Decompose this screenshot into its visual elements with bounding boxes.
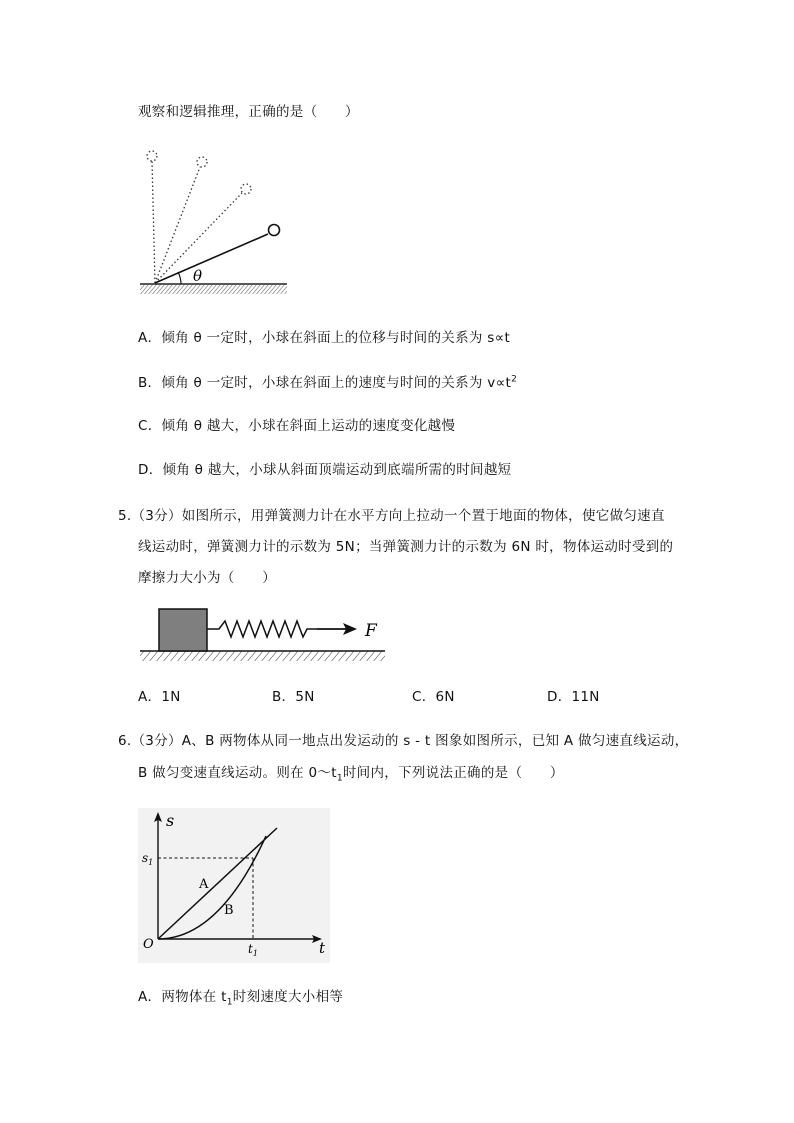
s1-label-sub: 1 — [148, 858, 154, 867]
angle-arc — [178, 272, 181, 284]
q4-option-d[interactable]: D．倾角 θ 越大，小球从斜面顶端运动到底端所需的时间越短 — [138, 462, 512, 478]
spring — [207, 621, 317, 637]
spring-scale-figure — [135, 603, 390, 665]
origin-label: O — [143, 937, 154, 952]
q6-stem-line2-pre: B 做匀变速直线运动。则在 0～t — [138, 765, 337, 781]
q6-stem-line2-sub: 1 — [336, 773, 343, 784]
block — [159, 609, 207, 651]
q4-option-a[interactable]: A．倾角 θ 一定时，小球在斜面上的位移与时间的关系为 s∝t — [138, 330, 511, 346]
force-label: F — [365, 621, 377, 641]
q4-stem-tail: 观察和逻辑推理，正确的是（ ） — [138, 104, 359, 120]
series-b-label: B — [224, 903, 234, 918]
q6-option-a-sub: 1 — [226, 997, 233, 1008]
graph-background — [138, 808, 330, 963]
q5-option-a[interactable]: A．1N — [138, 689, 181, 705]
q5-stem-line1: 5.（3分）如图所示，用弹簧测力计在水平方向上拉动一个置于地面的物体，使它做匀速直 — [118, 508, 665, 524]
inclined-plane — [155, 234, 268, 283]
angle-label: θ — [193, 267, 203, 285]
q5-stem-line2: 线运动时，弹簧测力计的示数为 5N；当弹簧测力计的示数为 6N 时，物体运动时受到的 — [138, 539, 674, 555]
q6-option-a-post: 时刻速度大小相等 — [232, 989, 344, 1005]
q6-stem-line2 — [138, 763, 564, 783]
q4-option-c[interactable]: C．倾角 θ 越大，小球在斜面上运动的速度变化越慢 — [138, 418, 456, 434]
ball — [269, 225, 280, 236]
y-axis-label: s — [166, 811, 175, 830]
q6-stem-line2-post: 时间内，下列说法正确的是（ ） — [342, 765, 564, 781]
q4-option-b-superscript: 2 — [511, 374, 518, 385]
q5-stem-line3: 摩擦力大小为（ ） — [138, 570, 276, 586]
q5-option-b[interactable]: B．5N — [272, 689, 315, 705]
t1-label-sub: 1 — [252, 949, 258, 958]
ground-hatching — [140, 651, 385, 661]
q6-option-a[interactable] — [138, 987, 343, 1007]
inclined-plane-figure — [135, 143, 295, 298]
t1-label-main: t — [248, 942, 253, 956]
q4-option-b[interactable] — [138, 373, 517, 393]
q4-option-b-text: B．倾角 θ 一定时，小球在斜面上的速度与时间的关系为 v∝t — [138, 375, 512, 391]
q5-option-c[interactable]: C．6N — [412, 689, 455, 705]
s-t-graph — [138, 808, 330, 963]
series-a-label: A — [199, 877, 209, 892]
ground-hatching — [140, 284, 287, 294]
s1-label-main: s — [142, 851, 149, 865]
q6-stem-line1: 6.（3分）A、B 两物体从同一地点出发运动的 s - t 图象如图所示，已知 A 做匀速直线运动， — [118, 733, 689, 749]
x-axis-label: t — [319, 939, 326, 957]
q6-option-a-pre: A．两物体在 t — [138, 989, 227, 1005]
q5-option-d[interactable]: D．11N — [547, 689, 600, 705]
